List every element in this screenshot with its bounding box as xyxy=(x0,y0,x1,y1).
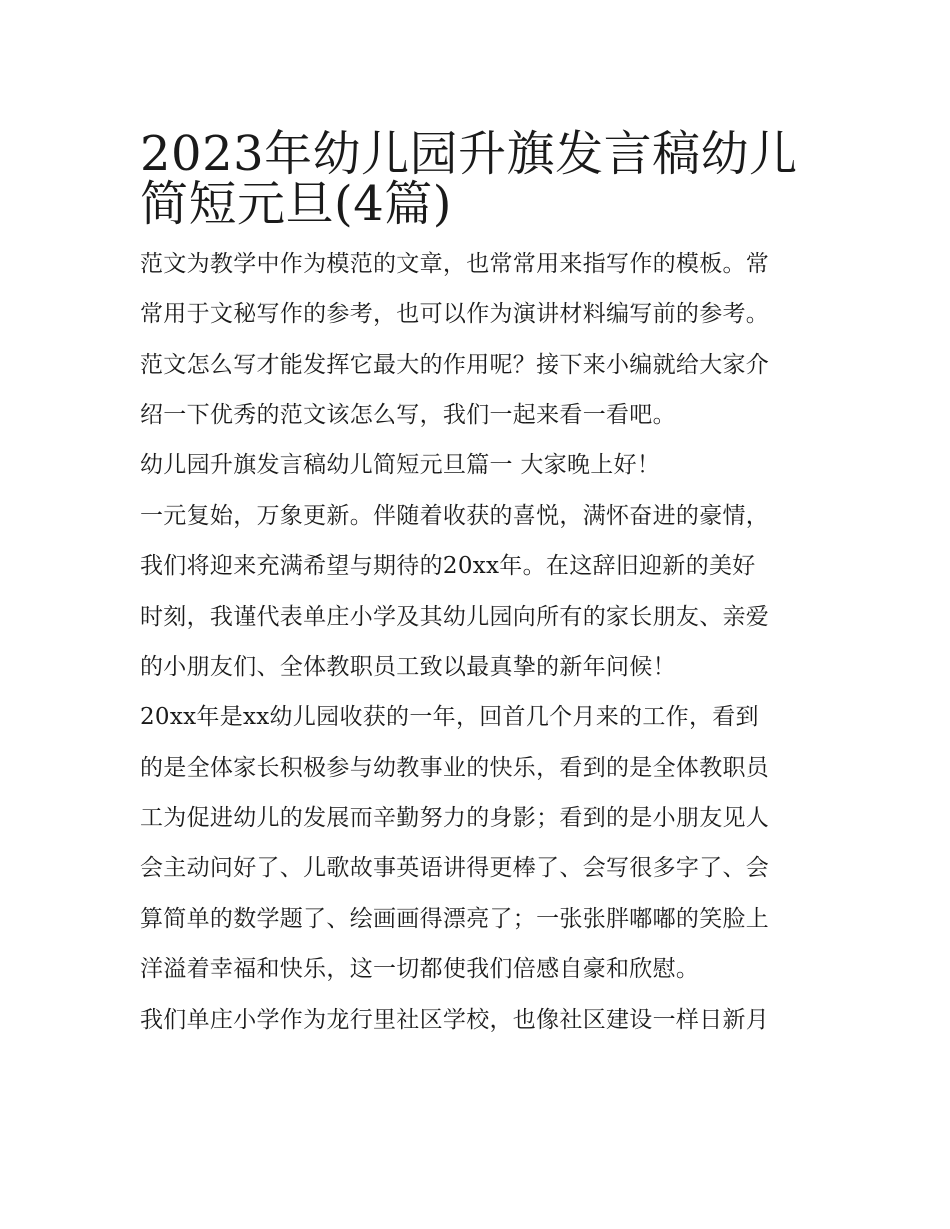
text-line: 绍一下优秀的范文该怎么写，我们一起来看一看吧。 xyxy=(140,401,676,428)
intro-paragraph xyxy=(140,239,820,441)
school-paragraph xyxy=(140,995,820,1045)
review-paragraph xyxy=(140,692,820,994)
title-line-1: 2023年幼儿园升旗发言稿幼儿 xyxy=(140,126,798,182)
document-body xyxy=(140,239,820,1045)
section-heading-paragraph xyxy=(140,440,820,490)
text-line: 我们将迎来充满希望与期待的20xx年。在这辞旧迎新的美好 xyxy=(140,553,756,580)
text-line: 时刻，我谨代表单庄小学及其幼儿园向所有的家长朋友、亲爱 xyxy=(140,603,770,630)
text-line: 算简单的数学题了、绘画画得漂亮了；一张张胖嘟嘟的笑脸上 xyxy=(140,905,770,932)
text-line: 幼儿园升旗发言稿幼儿简短元旦篇一 大家晚上好！ xyxy=(140,452,661,479)
text-line: 一元复始，万象更新。伴随着收获的喜悦，满怀奋进的豪情， xyxy=(140,502,770,529)
text-line: 工为促进幼儿的发展而辛勤努力的身影；看到的是小朋友见人 xyxy=(140,805,770,832)
text-line: 常用于文秘写作的参考，也可以作为演讲材料编写前的参考。 xyxy=(140,301,770,328)
text-line: 的小朋友们、全体教职员工致以最真挚的新年问候！ xyxy=(140,653,676,680)
greeting-paragraph xyxy=(140,491,820,693)
text-line: 的是全体家长积极参与幼教事业的快乐，看到的是全体教职员 xyxy=(140,754,770,781)
text-line: 范文怎么写才能发挥它最大的作用呢？接下来小编就给大家介 xyxy=(140,351,770,378)
title-line-2: 简短元旦(4篇) xyxy=(140,176,452,233)
text-line: 会主动问好了、儿歌故事英语讲得更棒了、会写很多字了、会 xyxy=(140,855,770,882)
document-page xyxy=(140,118,820,1045)
text-line: 我们单庄小学作为龙行里社区学校，也像社区建设一样日新月 xyxy=(140,1006,770,1033)
text-line: 20xx年是xx幼儿园收获的一年，回首几个月来的工作，看到 xyxy=(140,704,759,731)
text-line: 洋溢着幸福和快乐，这一切都使我们倍感自豪和欣慰。 xyxy=(140,956,700,983)
text-line: 范文为教学中作为模范的文章，也常常用来指写作的模板。常 xyxy=(140,250,770,277)
document-title xyxy=(140,118,820,233)
